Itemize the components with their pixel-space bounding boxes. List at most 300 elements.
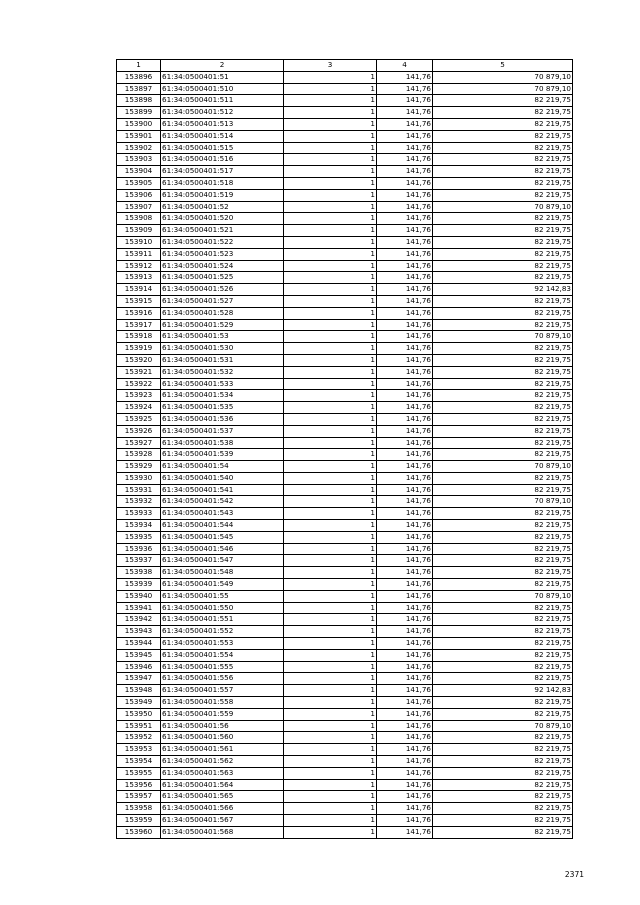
table-cell-col-4: 141,76 xyxy=(377,661,433,673)
table-cell-col-1: 153945 xyxy=(117,649,161,661)
table-cell-col-5: 70 879,10 xyxy=(433,461,573,473)
table-row xyxy=(117,791,573,803)
table-cell-col-1: 153920 xyxy=(117,354,161,366)
table-row xyxy=(117,472,573,484)
table-cell-col-3: 1 xyxy=(284,236,377,248)
table-cell-col-3: 1 xyxy=(284,201,377,213)
table-cell-col-3: 1 xyxy=(284,142,377,154)
table-cell-col-2: 61:34:0500401:547 xyxy=(161,555,284,567)
table-cell-col-3: 1 xyxy=(284,496,377,508)
table-cell-col-2: 61:34:0500401:56 xyxy=(161,720,284,732)
table-cell-col-1: 153905 xyxy=(117,177,161,189)
table-cell-col-2: 61:34:0500401:525 xyxy=(161,272,284,284)
table-cell-col-3: 1 xyxy=(284,354,377,366)
table-cell-col-1: 153947 xyxy=(117,673,161,685)
table-cell-col-5: 82 219,75 xyxy=(433,177,573,189)
table-cell-col-2: 61:34:0500401:535 xyxy=(161,402,284,414)
table-cell-col-3: 1 xyxy=(284,402,377,414)
table-row xyxy=(117,626,573,638)
table-cell-col-3: 1 xyxy=(284,697,377,709)
table-cell-col-3: 1 xyxy=(284,708,377,720)
data-table xyxy=(116,59,573,839)
table-cell-col-2: 61:34:0500401:542 xyxy=(161,496,284,508)
table-row xyxy=(117,543,573,555)
table-cell-col-4: 141,76 xyxy=(377,590,433,602)
table-cell-col-4: 141,76 xyxy=(377,402,433,414)
table-row xyxy=(117,708,573,720)
table-cell-col-1: 153944 xyxy=(117,638,161,650)
table-cell-col-4: 141,76 xyxy=(377,154,433,166)
table-cell-col-4: 141,76 xyxy=(377,331,433,343)
table-cell-col-1: 153929 xyxy=(117,461,161,473)
table-cell-col-1: 153909 xyxy=(117,225,161,237)
table-cell-col-1: 153896 xyxy=(117,71,161,83)
table-row xyxy=(117,71,573,83)
table-cell-col-1: 153939 xyxy=(117,579,161,591)
table-cell-col-3: 1 xyxy=(284,744,377,756)
table-cell-col-5: 70 879,10 xyxy=(433,590,573,602)
table-cell-col-3: 1 xyxy=(284,791,377,803)
table-row xyxy=(117,213,573,225)
table-cell-col-3: 1 xyxy=(284,390,377,402)
table-row xyxy=(117,272,573,284)
table-cell-col-4: 141,76 xyxy=(377,201,433,213)
table-cell-col-2: 61:34:0500401:551 xyxy=(161,614,284,626)
table-cell-col-5: 82 219,75 xyxy=(433,602,573,614)
table-cell-col-4: 141,76 xyxy=(377,520,433,532)
table-cell-col-1: 153959 xyxy=(117,815,161,827)
table-cell-col-2: 61:34:0500401:512 xyxy=(161,107,284,119)
table-cell-col-5: 82 219,75 xyxy=(433,508,573,520)
table-cell-col-1: 153957 xyxy=(117,791,161,803)
table-cell-col-5: 82 219,75 xyxy=(433,390,573,402)
table-cell-col-5: 82 219,75 xyxy=(433,555,573,567)
table-cell-col-5: 82 219,75 xyxy=(433,531,573,543)
table-cell-col-4: 141,76 xyxy=(377,767,433,779)
table-cell-col-4: 141,76 xyxy=(377,248,433,260)
table-cell-col-1: 153922 xyxy=(117,378,161,390)
table-cell-col-4: 141,76 xyxy=(377,225,433,237)
table-cell-col-1: 153914 xyxy=(117,284,161,296)
table-cell-col-1: 153943 xyxy=(117,626,161,638)
table-cell-col-1: 153917 xyxy=(117,319,161,331)
table-cell-col-4: 141,76 xyxy=(377,378,433,390)
table-cell-col-1: 153930 xyxy=(117,472,161,484)
table-cell-col-2: 61:34:0500401:559 xyxy=(161,708,284,720)
table-cell-col-5: 82 219,75 xyxy=(433,118,573,130)
table-cell-col-4: 141,76 xyxy=(377,71,433,83)
table-cell-col-3: 1 xyxy=(284,531,377,543)
table-cell-col-4: 141,76 xyxy=(377,130,433,142)
table-cell-col-2: 61:34:0500401:522 xyxy=(161,236,284,248)
table-cell-col-5: 82 219,75 xyxy=(433,732,573,744)
table-row xyxy=(117,555,573,567)
table-cell-col-2: 61:34:0500401:54 xyxy=(161,461,284,473)
table-body xyxy=(117,71,573,838)
table-cell-col-1: 153960 xyxy=(117,826,161,838)
table-cell-col-5: 82 219,75 xyxy=(433,767,573,779)
table-cell-col-5: 82 219,75 xyxy=(433,638,573,650)
table-cell-col-3: 1 xyxy=(284,732,377,744)
table-cell-col-2: 61:34:0500401:557 xyxy=(161,685,284,697)
table-cell-col-5: 82 219,75 xyxy=(433,354,573,366)
table-row xyxy=(117,236,573,248)
table-cell-col-4: 141,76 xyxy=(377,83,433,95)
table-row xyxy=(117,756,573,768)
table-cell-col-3: 1 xyxy=(284,331,377,343)
table-cell-col-2: 61:34:0500401:561 xyxy=(161,744,284,756)
table-cell-col-4: 141,76 xyxy=(377,213,433,225)
table-row xyxy=(117,343,573,355)
table-row xyxy=(117,673,573,685)
table-cell-col-3: 1 xyxy=(284,579,377,591)
table-cell-col-4: 141,76 xyxy=(377,354,433,366)
table-row xyxy=(117,767,573,779)
table-cell-col-3: 1 xyxy=(284,520,377,532)
table-cell-col-3: 1 xyxy=(284,295,377,307)
table-cell-col-5: 82 219,75 xyxy=(433,708,573,720)
table-cell-col-1: 153954 xyxy=(117,756,161,768)
table-cell-col-5: 82 219,75 xyxy=(433,815,573,827)
table-cell-col-2: 61:34:0500401:550 xyxy=(161,602,284,614)
table-cell-col-2: 61:34:0500401:518 xyxy=(161,177,284,189)
table-cell-col-1: 153921 xyxy=(117,366,161,378)
table-row xyxy=(117,803,573,815)
table-cell-col-3: 1 xyxy=(284,189,377,201)
table-cell-col-4: 141,76 xyxy=(377,555,433,567)
table-row xyxy=(117,118,573,130)
table-row xyxy=(117,201,573,213)
table-cell-col-4: 141,76 xyxy=(377,449,433,461)
table-cell-col-2: 61:34:0500401:52 xyxy=(161,201,284,213)
table-cell-col-3: 1 xyxy=(284,779,377,791)
table-cell-col-1: 153955 xyxy=(117,767,161,779)
table-cell-col-2: 61:34:0500401:526 xyxy=(161,284,284,296)
table-row xyxy=(117,177,573,189)
table-cell-col-2: 61:34:0500401:556 xyxy=(161,673,284,685)
table-cell-col-2: 61:34:0500401:546 xyxy=(161,543,284,555)
table-cell-col-2: 61:34:0500401:564 xyxy=(161,779,284,791)
table-row xyxy=(117,295,573,307)
table-row xyxy=(117,579,573,591)
table-cell-col-5: 82 219,75 xyxy=(433,484,573,496)
table-row xyxy=(117,508,573,520)
table-row xyxy=(117,307,573,319)
table-cell-col-4: 141,76 xyxy=(377,236,433,248)
column-header-5: 5 xyxy=(433,60,573,72)
table-row xyxy=(117,166,573,178)
table-cell-col-4: 141,76 xyxy=(377,815,433,827)
table-cell-col-1: 153916 xyxy=(117,307,161,319)
table-cell-col-4: 141,76 xyxy=(377,107,433,119)
table-cell-col-2: 61:34:0500401:517 xyxy=(161,166,284,178)
table-header xyxy=(117,60,573,72)
table-cell-col-3: 1 xyxy=(284,673,377,685)
table-cell-col-5: 82 219,75 xyxy=(433,520,573,532)
table-row xyxy=(117,154,573,166)
table-cell-col-2: 61:34:0500401:53 xyxy=(161,331,284,343)
table-cell-col-5: 82 219,75 xyxy=(433,248,573,260)
table-cell-col-3: 1 xyxy=(284,260,377,272)
table-cell-col-3: 1 xyxy=(284,720,377,732)
table-cell-col-2: 61:34:0500401:538 xyxy=(161,437,284,449)
table-cell-col-5: 70 879,10 xyxy=(433,496,573,508)
table-cell-col-5: 82 219,75 xyxy=(433,95,573,107)
table-cell-col-3: 1 xyxy=(284,366,377,378)
table-row xyxy=(117,720,573,732)
table-cell-col-4: 141,76 xyxy=(377,390,433,402)
table-cell-col-5: 82 219,75 xyxy=(433,236,573,248)
table-cell-col-1: 153953 xyxy=(117,744,161,756)
table-cell-col-1: 153902 xyxy=(117,142,161,154)
table-cell-col-3: 1 xyxy=(284,815,377,827)
header-row xyxy=(117,60,573,72)
table-cell-col-5: 82 219,75 xyxy=(433,366,573,378)
table-cell-col-3: 1 xyxy=(284,413,377,425)
table-cell-col-4: 141,76 xyxy=(377,708,433,720)
table-cell-col-3: 1 xyxy=(284,567,377,579)
table-cell-col-1: 153906 xyxy=(117,189,161,201)
table-cell-col-4: 141,76 xyxy=(377,649,433,661)
table-cell-col-4: 141,76 xyxy=(377,579,433,591)
table-cell-col-5: 82 219,75 xyxy=(433,225,573,237)
table-cell-col-4: 141,76 xyxy=(377,626,433,638)
table-cell-col-5: 82 219,75 xyxy=(433,543,573,555)
table-cell-col-3: 1 xyxy=(284,154,377,166)
table-cell-col-4: 141,76 xyxy=(377,826,433,838)
table-cell-col-2: 61:34:0500401:552 xyxy=(161,626,284,638)
table-cell-col-2: 61:34:0500401:541 xyxy=(161,484,284,496)
table-row xyxy=(117,390,573,402)
table-cell-col-1: 153936 xyxy=(117,543,161,555)
table-row xyxy=(117,685,573,697)
table-cell-col-1: 153931 xyxy=(117,484,161,496)
table-cell-col-1: 153911 xyxy=(117,248,161,260)
table-cell-col-3: 1 xyxy=(284,649,377,661)
table-cell-col-3: 1 xyxy=(284,449,377,461)
table-cell-col-2: 61:34:0500401:531 xyxy=(161,354,284,366)
table-cell-col-1: 153935 xyxy=(117,531,161,543)
table-cell-col-1: 153899 xyxy=(117,107,161,119)
table-cell-col-5: 70 879,10 xyxy=(433,83,573,95)
table-cell-col-2: 61:34:0500401:524 xyxy=(161,260,284,272)
table-row xyxy=(117,484,573,496)
table-cell-col-1: 153908 xyxy=(117,213,161,225)
table-cell-col-4: 141,76 xyxy=(377,732,433,744)
table-cell-col-5: 82 219,75 xyxy=(433,425,573,437)
table-cell-col-2: 61:34:0500401:521 xyxy=(161,225,284,237)
table-cell-col-3: 1 xyxy=(284,307,377,319)
table-cell-col-2: 61:34:0500401:539 xyxy=(161,449,284,461)
table-cell-col-2: 61:34:0500401:543 xyxy=(161,508,284,520)
table-cell-col-2: 61:34:0500401:530 xyxy=(161,343,284,355)
table-cell-col-5: 82 219,75 xyxy=(433,697,573,709)
table-cell-col-2: 61:34:0500401:540 xyxy=(161,472,284,484)
table-cell-col-2: 61:34:0500401:523 xyxy=(161,248,284,260)
table-cell-col-2: 61:34:0500401:558 xyxy=(161,697,284,709)
table-cell-col-3: 1 xyxy=(284,107,377,119)
table-cell-col-5: 82 219,75 xyxy=(433,626,573,638)
table-row xyxy=(117,107,573,119)
table-cell-col-3: 1 xyxy=(284,590,377,602)
column-header-4: 4 xyxy=(377,60,433,72)
table-cell-col-3: 1 xyxy=(284,71,377,83)
table-row xyxy=(117,83,573,95)
table-cell-col-2: 61:34:0500401:545 xyxy=(161,531,284,543)
table-cell-col-5: 82 219,75 xyxy=(433,213,573,225)
table-cell-col-1: 153898 xyxy=(117,95,161,107)
table-cell-col-5: 92 142,83 xyxy=(433,284,573,296)
table-cell-col-2: 61:34:0500401:562 xyxy=(161,756,284,768)
table-cell-col-4: 141,76 xyxy=(377,484,433,496)
table-cell-col-2: 61:34:0500401:527 xyxy=(161,295,284,307)
table-cell-col-4: 141,76 xyxy=(377,177,433,189)
table-row xyxy=(117,95,573,107)
table-cell-col-3: 1 xyxy=(284,248,377,260)
table-cell-col-5: 82 219,75 xyxy=(433,614,573,626)
table-cell-col-1: 153919 xyxy=(117,343,161,355)
table-row xyxy=(117,402,573,414)
table-row xyxy=(117,449,573,461)
table-row xyxy=(117,425,573,437)
table-cell-col-1: 153934 xyxy=(117,520,161,532)
table-cell-col-2: 61:34:0500401:549 xyxy=(161,579,284,591)
table-cell-col-2: 61:34:0500401:553 xyxy=(161,638,284,650)
table-cell-col-5: 82 219,75 xyxy=(433,826,573,838)
table-row xyxy=(117,130,573,142)
table-cell-col-3: 1 xyxy=(284,461,377,473)
table-cell-col-4: 141,76 xyxy=(377,118,433,130)
table-cell-col-2: 61:34:0500401:534 xyxy=(161,390,284,402)
table-cell-col-3: 1 xyxy=(284,626,377,638)
table-cell-col-1: 153948 xyxy=(117,685,161,697)
table-cell-col-5: 82 219,75 xyxy=(433,272,573,284)
table-cell-col-3: 1 xyxy=(284,484,377,496)
table-row xyxy=(117,225,573,237)
table-cell-col-4: 141,76 xyxy=(377,307,433,319)
table-cell-col-5: 82 219,75 xyxy=(433,166,573,178)
table-cell-col-2: 61:34:0500401:548 xyxy=(161,567,284,579)
table-cell-col-4: 141,76 xyxy=(377,189,433,201)
table-row xyxy=(117,189,573,201)
table-cell-col-4: 141,76 xyxy=(377,638,433,650)
table-cell-col-4: 141,76 xyxy=(377,461,433,473)
table-cell-col-1: 153928 xyxy=(117,449,161,461)
table-cell-col-3: 1 xyxy=(284,543,377,555)
table-row xyxy=(117,602,573,614)
table-cell-col-1: 153956 xyxy=(117,779,161,791)
table-row xyxy=(117,697,573,709)
table-cell-col-5: 82 219,75 xyxy=(433,130,573,142)
table-cell-col-3: 1 xyxy=(284,177,377,189)
table-cell-col-4: 141,76 xyxy=(377,508,433,520)
table-cell-col-3: 1 xyxy=(284,638,377,650)
table-cell-col-5: 82 219,75 xyxy=(433,803,573,815)
table-cell-col-3: 1 xyxy=(284,437,377,449)
table-cell-col-4: 141,76 xyxy=(377,673,433,685)
table-cell-col-3: 1 xyxy=(284,756,377,768)
table-cell-col-4: 141,76 xyxy=(377,166,433,178)
table-cell-col-1: 153950 xyxy=(117,708,161,720)
table-cell-col-2: 61:34:0500401:528 xyxy=(161,307,284,319)
table-cell-col-2: 61:34:0500401:513 xyxy=(161,118,284,130)
table-cell-col-5: 82 219,75 xyxy=(433,319,573,331)
table-cell-col-3: 1 xyxy=(284,319,377,331)
table-cell-col-4: 141,76 xyxy=(377,142,433,154)
table-cell-col-5: 82 219,75 xyxy=(433,661,573,673)
column-header-3: 3 xyxy=(284,60,377,72)
table-cell-col-4: 141,76 xyxy=(377,272,433,284)
table-cell-col-4: 141,76 xyxy=(377,697,433,709)
table-cell-col-5: 70 879,10 xyxy=(433,331,573,343)
table-row xyxy=(117,649,573,661)
table-cell-col-2: 61:34:0500401:533 xyxy=(161,378,284,390)
table-cell-col-4: 141,76 xyxy=(377,791,433,803)
table-cell-col-2: 61:34:0500401:520 xyxy=(161,213,284,225)
table-cell-col-5: 82 219,75 xyxy=(433,378,573,390)
table-row xyxy=(117,815,573,827)
table-cell-col-3: 1 xyxy=(284,83,377,95)
table-cell-col-1: 153897 xyxy=(117,83,161,95)
table-cell-col-5: 82 219,75 xyxy=(433,472,573,484)
table-cell-col-4: 141,76 xyxy=(377,744,433,756)
table-row xyxy=(117,142,573,154)
table-cell-col-4: 141,76 xyxy=(377,95,433,107)
table-cell-col-1: 153958 xyxy=(117,803,161,815)
table-cell-col-1: 153926 xyxy=(117,425,161,437)
table-cell-col-2: 61:34:0500401:55 xyxy=(161,590,284,602)
table-cell-col-4: 141,76 xyxy=(377,437,433,449)
table-cell-col-3: 1 xyxy=(284,272,377,284)
table-cell-col-1: 153924 xyxy=(117,402,161,414)
table-cell-col-3: 1 xyxy=(284,378,377,390)
table-cell-col-1: 153941 xyxy=(117,602,161,614)
table-cell-col-5: 82 219,75 xyxy=(433,295,573,307)
table-cell-col-5: 82 219,75 xyxy=(433,779,573,791)
table-cell-col-2: 61:34:0500401:515 xyxy=(161,142,284,154)
table-cell-col-3: 1 xyxy=(284,95,377,107)
table-cell-col-4: 141,76 xyxy=(377,472,433,484)
table-row xyxy=(117,520,573,532)
table-row xyxy=(117,590,573,602)
table-cell-col-1: 153901 xyxy=(117,130,161,142)
table-row xyxy=(117,354,573,366)
table-cell-col-2: 61:34:0500401:51 xyxy=(161,71,284,83)
table-cell-col-5: 82 219,75 xyxy=(433,791,573,803)
table-cell-col-5: 82 219,75 xyxy=(433,343,573,355)
table-cell-col-4: 141,76 xyxy=(377,413,433,425)
table-cell-col-1: 153912 xyxy=(117,260,161,272)
table-cell-col-1: 153933 xyxy=(117,508,161,520)
table-cell-col-5: 92 142,83 xyxy=(433,685,573,697)
table-cell-col-4: 141,76 xyxy=(377,756,433,768)
table-cell-col-1: 153949 xyxy=(117,697,161,709)
table-cell-col-2: 61:34:0500401:519 xyxy=(161,189,284,201)
table-cell-col-4: 141,76 xyxy=(377,496,433,508)
table-cell-col-3: 1 xyxy=(284,130,377,142)
table-cell-col-3: 1 xyxy=(284,803,377,815)
table-cell-col-2: 61:34:0500401:544 xyxy=(161,520,284,532)
table-row xyxy=(117,331,573,343)
table-cell-col-3: 1 xyxy=(284,685,377,697)
table-cell-col-4: 141,76 xyxy=(377,543,433,555)
table-row xyxy=(117,461,573,473)
table-cell-col-5: 82 219,75 xyxy=(433,673,573,685)
table-row xyxy=(117,496,573,508)
table-cell-col-4: 141,76 xyxy=(377,295,433,307)
table-cell-col-3: 1 xyxy=(284,826,377,838)
table-cell-col-3: 1 xyxy=(284,602,377,614)
